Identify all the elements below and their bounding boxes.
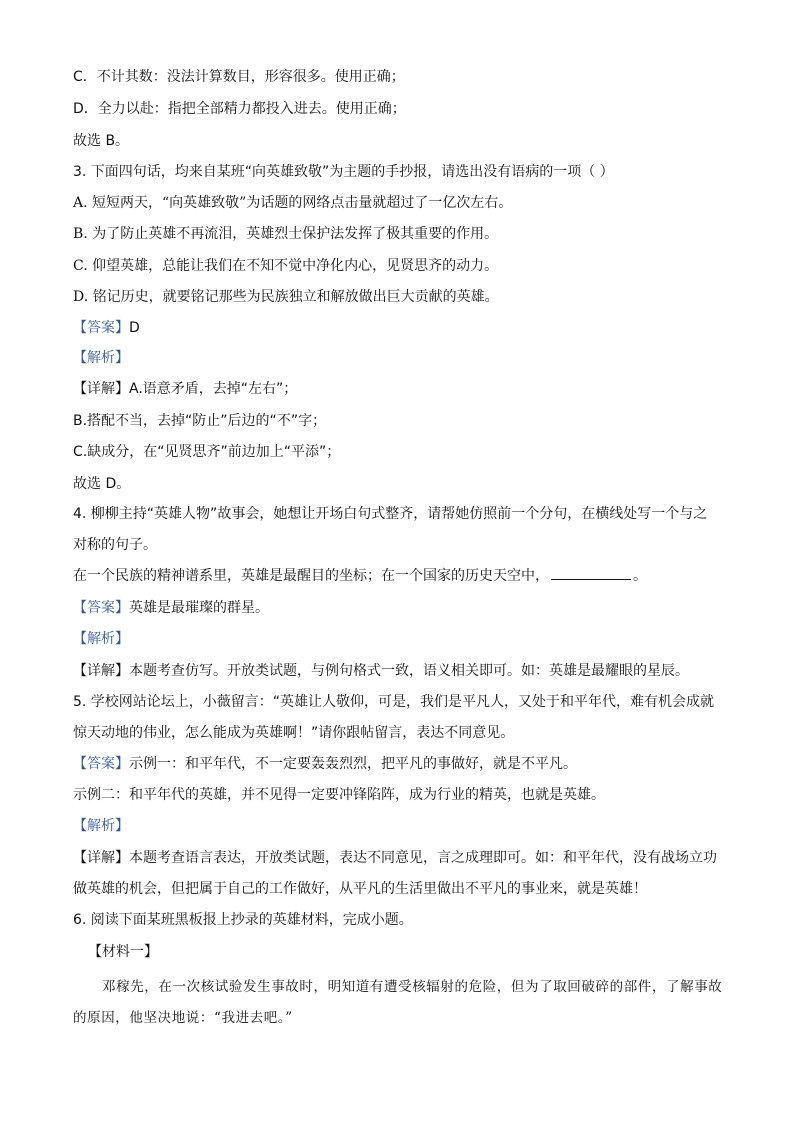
detail-row-q3: [73, 379, 733, 399]
question-3-stem: 3. 下面四句话，均来自某班“向英雄致敬”为主题的手抄报，请选出没有语病的一项（ ）: [73, 164, 614, 180]
analysis-row-q4: [73, 629, 733, 649]
analysis-tag: 【解析】: [73, 350, 129, 366]
detail-tag: 【详解】: [73, 850, 129, 866]
question-3-option-c: C. 仰望英雄，总能让我们在不知不觉中净化内心，见贤思齐的动力。: [73, 258, 499, 274]
answer-conclusion-q2: 故选 B。: [73, 133, 130, 149]
question-6-stem: 6. 阅读下面某班黑板报上抄录的英雄材料，完成小题。: [73, 912, 413, 928]
prompt-end: 。: [633, 568, 647, 584]
analysis-row-q5: [73, 816, 733, 836]
answer-row-q5: [73, 754, 733, 774]
detail-continued-q5: 做英雄的机会，但把属于自己的工作做好，从平凡的生活里做出不平凡的事业来，就是英雄！: [73, 881, 647, 897]
detail-b-q3: B.搭配不当，去掉“防止”后边的“不”字；: [73, 413, 327, 429]
prompt-text: 在一个民族的精神谱系里，英雄是最醒目的坐标；在一个国家的历史天空中，: [73, 568, 549, 584]
detail-text: A.语意矛盾，去掉“左右”；: [129, 381, 298, 397]
detail-row-q5: [73, 848, 733, 868]
question-4-stem-line1: 4. 柳柳主持“英雄人物”故事会，她想让开场白句式整齐，请帮她仿照前一个分句，在横线处写一个与之: [73, 506, 708, 522]
analysis-tag: 【解析】: [73, 631, 129, 647]
question-5-stem-line2: 惊天动地的伟业，怎么能成为英雄啊！”请你跟帖留言，表达不同意见。: [73, 725, 515, 741]
answer-text: 示例一：和平年代，不一定要轰轰烈烈，把平凡的事做好，就是不平凡。: [129, 756, 577, 772]
detail-text: 本题考查仿写。开放类试题，与例句格式一致，语义相关即可。如：英雄是最耀眼的星辰。: [129, 663, 689, 679]
answer-row-q3: [73, 318, 733, 338]
answer-example-2: 示例二：和平年代的英雄，并不见得一定要冲锋陷阵，成为行业的精英，也就是英雄。: [73, 787, 605, 803]
answer-tag: 【答案】: [73, 320, 129, 336]
answer-row-q4: [73, 598, 733, 618]
answer-tag: 【答案】: [73, 756, 129, 772]
question-3-option-a: A. 短短两天，“向英雄致敬”为话题的网络点击量就超过了一亿次左右。: [73, 195, 513, 211]
analysis-row-q3: [73, 348, 733, 368]
option-d-explanation: D．全力以赴：指把全部精力都投入进去。使用正确；: [73, 101, 406, 117]
detail-text: 本题考查语言表达，开放类试题，表达不同意见，言之成理即可。如：和平年代，没有战场立功: [129, 850, 717, 866]
analysis-tag: 【解析】: [73, 818, 129, 834]
detail-tag: 【详解】: [73, 381, 129, 397]
question-5-stem-line1: 5. 学校网站论坛上，小薇留言：“英雄让人敬仰，可是，我们是平凡人，又处于和平年代，难有机会成就: [73, 694, 715, 710]
question-4-stem-line2: 对称的句子。: [73, 537, 157, 553]
question-3-option-d: D. 铭记历史，就要铭记那些为民族独立和解放做出巨大贡献的英雄。: [73, 289, 499, 305]
question-4-prompt: [73, 566, 733, 586]
material-one-line1: 邓稼先，在一次核试验发生事故时，明知道有遭受核辐射的危险，但为了取回破碎的部件，了解事故: [102, 979, 723, 995]
detail-tag: 【详解】: [73, 663, 129, 679]
option-c-explanation: C．不计其数：没法计算数目，形容很多。使用正确；: [73, 69, 405, 85]
material-one-line2: 的原因，他坚决地说：“我进去吧。”: [73, 1010, 293, 1026]
answer-tag: 【答案】: [73, 600, 129, 616]
answer-conclusion-q3: 故选 D。: [73, 476, 131, 492]
detail-row-q4: [73, 661, 733, 681]
fill-blank: [551, 566, 631, 580]
answer-text: 英雄是最璀璨的群星。: [129, 600, 269, 616]
detail-c-q3: C.缺成分，在“见贤思齐”前边加上“平添”；: [73, 444, 341, 460]
question-3-option-b: B. 为了防止英雄不再流泪，英雄烈士保护法发挥了极其重要的作用。: [73, 226, 499, 242]
material-one-heading: 【材料一】: [88, 944, 158, 960]
answer-text: D: [129, 320, 140, 336]
